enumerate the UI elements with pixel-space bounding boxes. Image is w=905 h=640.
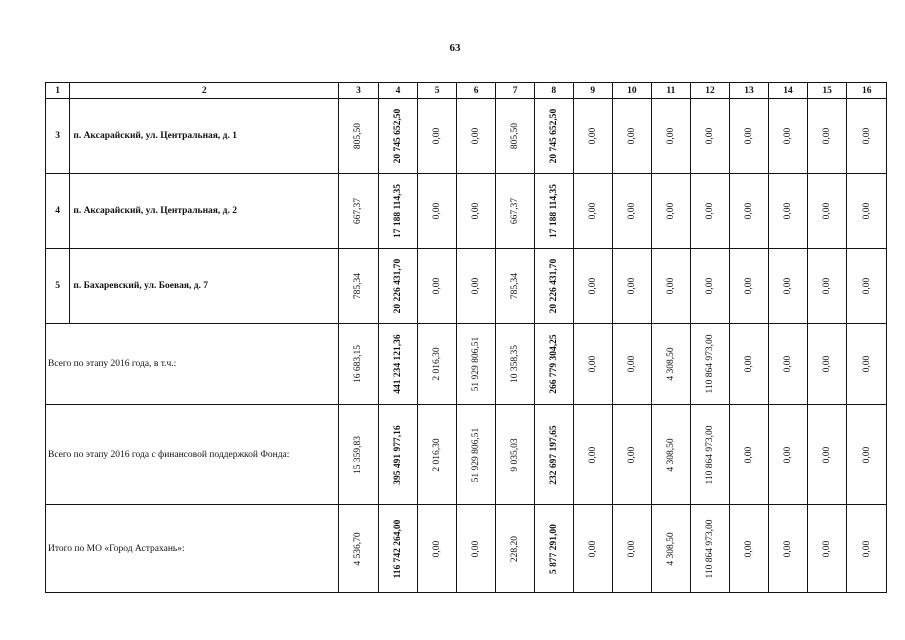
cell-value: 51 929 806,51 <box>471 336 482 392</box>
cell-value: 0,00 <box>432 540 443 557</box>
cell-value: 0,00 <box>783 355 794 373</box>
value-cell <box>534 174 573 249</box>
value-cell <box>807 505 847 593</box>
cell-value: 0,00 <box>587 277 598 295</box>
cell-value: 0,00 <box>587 540 598 557</box>
cell-value: 0,00 <box>587 202 598 220</box>
value-cell <box>456 99 496 174</box>
column-header: 9 <box>573 83 613 99</box>
cell-value: 15 359,83 <box>353 435 364 474</box>
cell-value: 0,00 <box>626 127 637 145</box>
value-cell <box>418 249 457 324</box>
value-cell <box>456 505 496 593</box>
column-header: 2 <box>70 83 339 99</box>
cell-value: 0,00 <box>744 202 754 220</box>
cell-value: 0,00 <box>626 277 637 295</box>
cell-value: 0,00 <box>626 540 637 557</box>
column-header: 16 <box>847 83 887 99</box>
cell-value: 0,00 <box>822 277 833 295</box>
cell-value: 805,50 <box>353 122 364 150</box>
value-cell <box>496 505 535 593</box>
value-cell <box>496 99 535 174</box>
value-cell <box>613 99 652 174</box>
cell-value: 0,00 <box>783 446 794 463</box>
cell-value: 0,00 <box>744 540 754 557</box>
cell-value: 0,00 <box>432 202 443 220</box>
value-cell <box>769 249 808 324</box>
table-row <box>46 249 887 324</box>
value-cell <box>534 99 573 174</box>
value-cell <box>456 405 496 505</box>
cell-value: 0,00 <box>783 277 794 295</box>
cell-value: 0,00 <box>471 127 482 145</box>
cell-value: 0,00 <box>432 127 443 145</box>
cell-value: 0,00 <box>783 202 794 220</box>
cell-value: 0,00 <box>704 127 715 145</box>
cell-value: 0,00 <box>822 446 833 463</box>
value-cell <box>573 174 613 249</box>
cell-value: 785,34 <box>353 272 364 300</box>
cell-value: 395 491 977,16 <box>393 424 404 485</box>
cell-value: 785,34 <box>510 272 521 300</box>
value-cell <box>418 324 457 405</box>
value-cell <box>418 99 457 174</box>
value-cell <box>496 249 535 324</box>
cell-value: 0,00 <box>626 355 637 373</box>
value-cell <box>378 174 418 249</box>
value-cell <box>534 505 573 593</box>
value-cell <box>691 324 730 405</box>
cell-value: 805,50 <box>510 122 521 150</box>
column-header: 5 <box>418 83 457 99</box>
cell-value: 0,00 <box>432 277 443 295</box>
cell-value: 51 929 806,51 <box>471 427 482 482</box>
value-cell <box>691 249 730 324</box>
column-header: 11 <box>651 83 691 99</box>
column-header: 12 <box>691 83 730 99</box>
cell-value: 0,00 <box>665 277 676 295</box>
value-cell <box>496 405 535 505</box>
value-cell <box>651 174 691 249</box>
address-cell: п. Аксарайский, ул. Центральная, д. 2 <box>70 174 339 249</box>
value-cell <box>769 174 808 249</box>
value-cell <box>613 249 652 324</box>
cell-value: 17 188 114,35 <box>393 183 404 239</box>
header-row <box>46 83 887 99</box>
cell-value: 16 683,15 <box>353 345 364 383</box>
value-cell <box>456 174 496 249</box>
cell-value: 4 308,50 <box>665 531 676 566</box>
value-cell <box>339 405 379 505</box>
totals-label: Итого по МО «Город Астрахань»: <box>46 505 339 593</box>
value-cell <box>807 174 847 249</box>
cell-value: 2 016,30 <box>432 437 443 472</box>
cell-value: 667,37 <box>510 197 521 225</box>
cell-value: 0,00 <box>783 540 794 557</box>
cell-value: 110 864 973,00 <box>704 424 715 485</box>
column-header: 1 <box>46 83 70 99</box>
value-cell <box>339 99 379 174</box>
value-cell <box>378 505 418 593</box>
value-cell <box>339 174 379 249</box>
cell-value: 17 188 114,35 <box>548 183 559 239</box>
value-cell <box>456 324 496 405</box>
value-cell <box>847 174 887 249</box>
value-cell <box>691 405 730 505</box>
value-cell <box>378 99 418 174</box>
value-cell <box>729 324 769 405</box>
cell-value: 4 308,50 <box>665 437 676 472</box>
cell-value: 4 536,70 <box>353 531 364 566</box>
value-cell <box>613 405 652 505</box>
value-cell <box>573 324 613 405</box>
cell-value: 0,00 <box>626 202 637 220</box>
value-cell <box>807 405 847 505</box>
value-cell <box>339 505 379 593</box>
page-number: 63 <box>449 42 461 54</box>
value-cell <box>847 405 887 505</box>
cell-value: 232 697 197,65 <box>548 424 559 485</box>
cell-value: 20 745 652,50 <box>548 108 559 164</box>
address-cell: п. Аксарайский, ул. Центральная, д. 1 <box>70 99 339 174</box>
value-cell <box>573 249 613 324</box>
row-number: 3 <box>46 99 70 174</box>
value-cell <box>378 324 418 405</box>
cell-value: 266 779 304,25 <box>548 334 559 394</box>
cell-value: 20 745 652,50 <box>393 108 404 164</box>
cell-value: 228,20 <box>510 535 521 562</box>
cell-value: 0,00 <box>783 127 794 145</box>
cell-value: 0,00 <box>744 127 754 145</box>
table-row <box>46 174 887 249</box>
value-cell <box>807 99 847 174</box>
value-cell <box>691 99 730 174</box>
value-cell <box>847 99 887 174</box>
cell-value: 441 234 121,36 <box>393 334 404 394</box>
column-header: 10 <box>613 83 652 99</box>
value-cell <box>418 405 457 505</box>
cell-value: 667,37 <box>353 197 364 225</box>
cell-value: 0,00 <box>587 127 598 145</box>
value-cell <box>534 249 573 324</box>
value-cell <box>613 174 652 249</box>
cell-value: 0,00 <box>744 446 754 463</box>
value-cell <box>691 174 730 249</box>
column-header: 4 <box>378 83 418 99</box>
data-table <box>45 82 887 593</box>
value-cell <box>378 249 418 324</box>
table-body <box>46 83 887 593</box>
value-cell <box>769 405 808 505</box>
value-cell <box>807 324 847 405</box>
column-header: 14 <box>769 83 808 99</box>
cell-value: 0,00 <box>861 202 872 220</box>
cell-value: 0,00 <box>471 202 482 220</box>
value-cell <box>729 405 769 505</box>
value-cell <box>847 324 887 405</box>
value-cell <box>769 505 808 593</box>
value-cell <box>729 505 769 593</box>
cell-value: 0,00 <box>665 127 676 145</box>
column-header: 3 <box>339 83 379 99</box>
cell-value: 0,00 <box>822 540 833 557</box>
cell-value: 110 864 973,00 <box>704 334 715 394</box>
cell-value: 0,00 <box>861 540 872 557</box>
value-cell <box>847 505 887 593</box>
cell-value: 0,00 <box>822 355 833 373</box>
column-header: 13 <box>729 83 769 99</box>
cell-value: 20 226 431,70 <box>548 258 559 314</box>
totals-row <box>46 405 887 505</box>
cell-value: 2 016,30 <box>432 347 443 381</box>
value-cell <box>496 174 535 249</box>
column-header: 6 <box>456 83 496 99</box>
value-cell <box>691 505 730 593</box>
row-number: 4 <box>46 174 70 249</box>
value-cell <box>456 249 496 324</box>
cell-value: 0,00 <box>704 277 715 295</box>
value-cell <box>769 324 808 405</box>
value-cell <box>651 324 691 405</box>
value-cell <box>534 324 573 405</box>
cell-value: 0,00 <box>861 355 872 373</box>
cell-value: 4 308,50 <box>665 347 676 381</box>
value-cell <box>847 249 887 324</box>
value-cell <box>418 505 457 593</box>
totals-label: Всего по этапу 2016 года, в т.ч.: <box>46 324 339 405</box>
value-cell <box>769 99 808 174</box>
cell-value: 0,00 <box>471 540 482 557</box>
cell-value: 5 877 291,00 <box>548 523 559 574</box>
value-cell <box>613 505 652 593</box>
value-cell <box>651 405 691 505</box>
cell-value: 0,00 <box>587 446 598 463</box>
cell-value: 0,00 <box>861 277 872 295</box>
value-cell <box>807 249 847 324</box>
value-cell <box>651 249 691 324</box>
cell-value: 0,00 <box>744 355 754 373</box>
totals-row <box>46 505 887 593</box>
totals-label: Всего по этапу 2016 года с финансовой поддержкой Фонда: <box>46 405 339 505</box>
cell-value: 0,00 <box>822 202 833 220</box>
row-number: 5 <box>46 249 70 324</box>
value-cell <box>339 249 379 324</box>
cell-value: 0,00 <box>861 127 872 145</box>
column-header: 8 <box>534 83 573 99</box>
column-header: 7 <box>496 83 535 99</box>
value-cell <box>729 174 769 249</box>
cell-value: 0,00 <box>704 202 715 220</box>
cell-value: 9 035,03 <box>510 437 521 472</box>
totals-row <box>46 324 887 405</box>
cell-value: 10 358,35 <box>510 345 521 383</box>
cell-value: 20 226 431,70 <box>393 258 404 314</box>
cell-value: 0,00 <box>587 355 598 373</box>
value-cell <box>378 405 418 505</box>
value-cell <box>729 249 769 324</box>
cell-value: 0,00 <box>626 446 637 463</box>
value-cell <box>418 174 457 249</box>
cell-value: 0,00 <box>822 127 833 145</box>
cell-value: 0,00 <box>744 277 754 295</box>
value-cell <box>651 505 691 593</box>
value-cell <box>729 99 769 174</box>
value-cell <box>613 324 652 405</box>
cell-value: 0,00 <box>665 202 676 220</box>
cell-value: 110 864 973,00 <box>704 518 715 579</box>
value-cell <box>573 505 613 593</box>
value-cell <box>573 99 613 174</box>
value-cell <box>339 324 379 405</box>
column-header: 15 <box>807 83 847 99</box>
value-cell <box>651 99 691 174</box>
cell-value: 0,00 <box>471 277 482 295</box>
value-cell <box>534 405 573 505</box>
table-row <box>46 99 887 174</box>
cell-value: 116 742 264,00 <box>393 519 404 578</box>
value-cell <box>573 405 613 505</box>
value-cell <box>496 324 535 405</box>
cell-value: 0,00 <box>861 446 872 463</box>
address-cell: п. Бахаревский, ул. Боевая, д. 7 <box>70 249 339 324</box>
